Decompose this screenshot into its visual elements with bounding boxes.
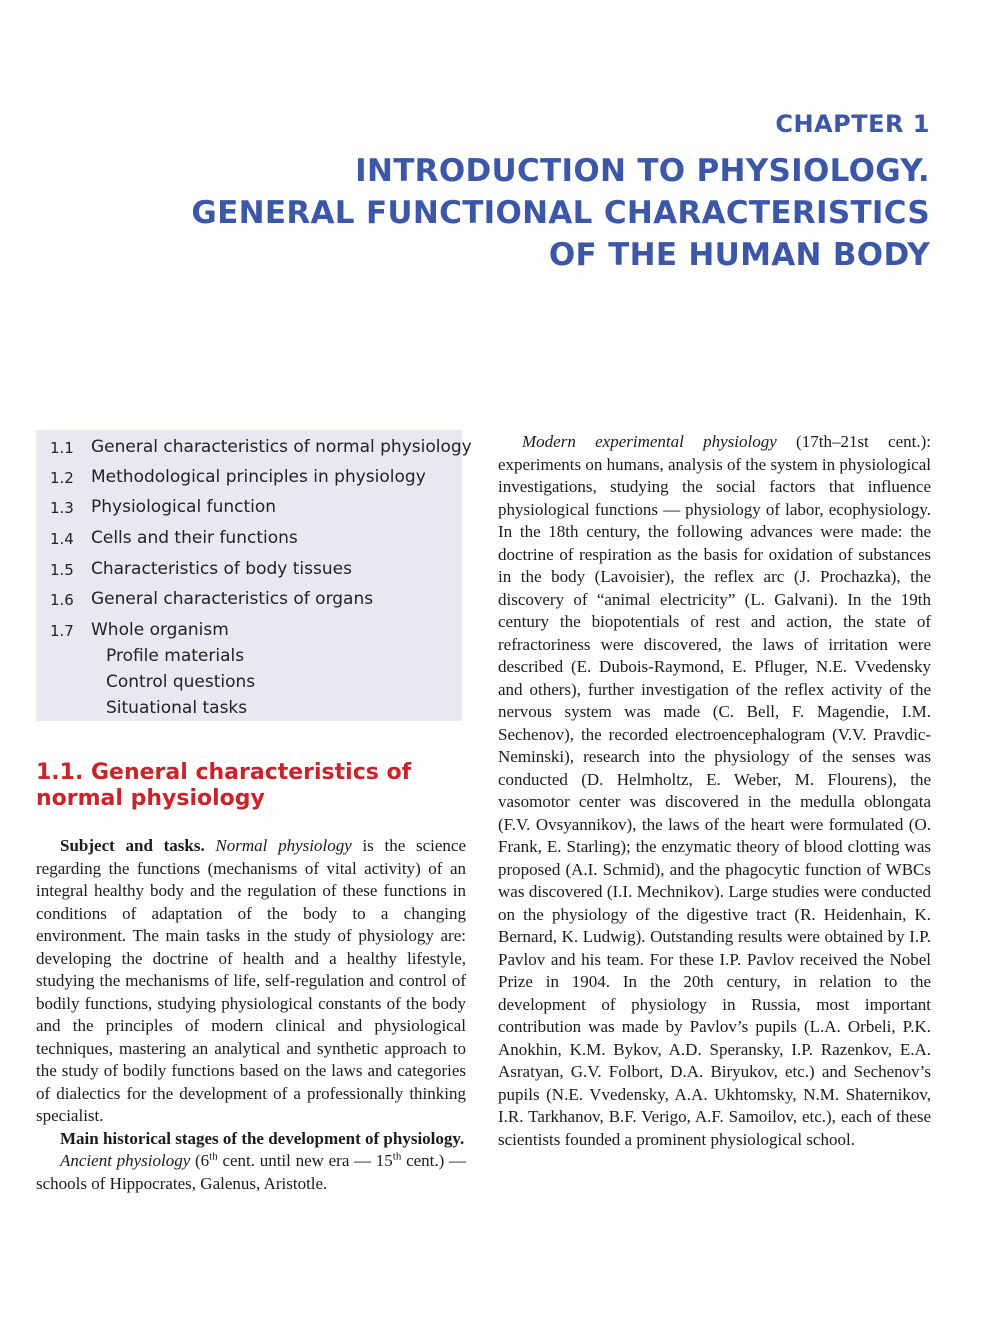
superscript: th: [392, 1150, 402, 1163]
term: Modern experimental physiology: [522, 432, 777, 451]
text-run: cent. until new era — 15: [217, 1151, 393, 1170]
toc-item-number: 1.1: [50, 439, 74, 457]
toc-item-label: Methodological principles in physiology: [91, 467, 426, 487]
run-in-heading: Subject and tasks.: [60, 836, 205, 855]
term: Normal physiology: [215, 836, 352, 855]
toc-item-number: 1.4: [50, 530, 74, 548]
chapter-title-line: OF THE HUMAN BODY: [548, 237, 930, 273]
paragraph-text: is the science regarding the functions (mechanisms of vital activity) of an integral healthy body and the regulation of these functions in conditions of adaptation of the body to a changing environment. The main tasks in the study of physiology are: developing the doctrine of health and a healthy lifestyle, studying the mechanisms of life, self-regulation and control of bodily functions, studying physiological constants of the body and the principles of modern clinical and physiological techniques, mastering an analytical and synthetic approach to the study of bodily functions based on the laws and categories of dialectics for the development of a professionally thinking specialist.: [36, 836, 467, 1125]
subheading-historical-stages: Main historical stages of the development of physiology.: [60, 1128, 465, 1148]
text-run: cent.) — schools of Hippocrates, Galenus, Aristotle.: [36, 1151, 467, 1193]
toc-item-label: Cells and their functions: [91, 528, 298, 548]
chapter-label: CHAPTER 1: [775, 110, 930, 138]
toc-item-number: 1.6: [50, 591, 74, 609]
left-column: [36, 835, 466, 1195]
paragraph-text: (17th–21st cent.): experiments on humans, analysis of the system in physiological investigations, studying the social factors that influence physiological functions — physiology of labor, ecophysiology. In the 18th century, the following advances were made: the doctrine of respiration as the basis for oxidation of substances in the body (Lavoisier), the reflex arc (J. Prochazka), the discovery of “animal electricity” (L. Galvani). In the 19th century the biopotentials of rest and action, the state of refractoriness were discovered, the laws of irritation were described (E. Dubois-Raymond, E. Pfluger, N.E. Vvedensky and others), further investigation of the reflex activity of the nervous system was made (C. Bell, F. Magendie, I.M. Sechenov), the recorded electroencephalogram (V.V. Pravdic-Neminski), research into the physiology of the senses was conducted (D. Helmholtz, E. Weber, M. Flourens), the vasomotor center was discovered in the medulla oblongata (F.V. Ovsyannikov), the laws of the heart were formulated (O. Frank, E. Starling); the enzymatic theory of blood clotting was proposed (A.I. Schmid), and the phagocytic function of WBCs was discovered (I.I. Mechnikov). Large studies were conducted on the physiology of the digestive tract (R. Heidenhain, K. Bernard, K. Ludwig). Outstanding results were obtained by I.P. Pavlov and his team. For these I.P. Pavlov received the Nobel Prize in 1904. In the 20th century, in relation to the development of physiology in Russia, most important contribution was made by Pavlov’s pupils (L.A. Orbeli, P.K. Anokhin, K.M. Bykov, A.D. Speransky, I.P. Razenkov, E.A. Asratyan, G.V. Folbort, D.A. Biryukov, etc.) and Sechenov’s pupils (N.E. Vvedensky, A.A. Ukhtomsky, N.M. Shaternikov, I.R. Tarkhanov, B.F. Verigo, A.F. Samoilov, etc.), each of these scientists founded a prominent physiological school.: [498, 432, 932, 1149]
toc-subitem: Situational tasks: [106, 698, 248, 718]
superscript: th: [209, 1150, 218, 1163]
chapter-title-line: GENERAL FUNCTIONAL CHARACTERISTICS: [191, 195, 930, 231]
chapter-title-line: INTRODUCTION TO PHYSIOLOGY.: [355, 153, 930, 189]
text-run: (6: [190, 1151, 210, 1170]
toc-subitem: Profile materials: [106, 646, 245, 666]
toc-item-number: 1.5: [50, 561, 74, 579]
paragraph-ancient-physiology: [36, 1150, 466, 1195]
section-heading: 1.1. General characteristics of normal physiology: [36, 760, 412, 811]
chapter-contents-box: [36, 430, 472, 721]
paragraph-subject-tasks: [36, 835, 466, 1128]
toc-item-label: Physiological function: [91, 497, 277, 517]
paragraph-modern-physiology: [498, 431, 931, 1151]
toc-subitem: Control questions: [106, 672, 256, 692]
toc-item-number: 1.7: [50, 622, 74, 640]
toc-item-number: 1.3: [50, 499, 74, 517]
chapter-title: [130, 150, 930, 276]
toc-item-label: General characteristics of organs: [91, 589, 374, 609]
right-column: [498, 431, 931, 1151]
toc-item-label: Whole organism: [91, 620, 229, 640]
toc-item-label: General characteristics of normal physiology: [91, 437, 472, 457]
term: Ancient physiology: [60, 1151, 191, 1170]
toc-item-number: 1.2: [50, 469, 74, 487]
toc-item-label: Characteristics of body tissues: [91, 559, 352, 579]
